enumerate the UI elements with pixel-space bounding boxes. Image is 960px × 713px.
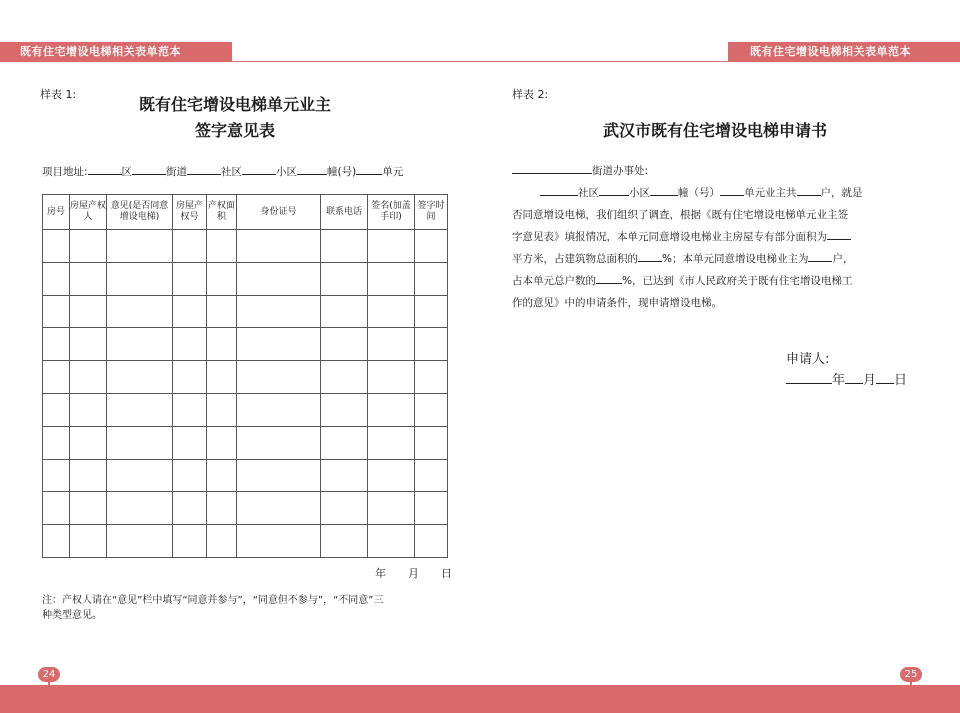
address-label: 项目地址: [42, 166, 88, 178]
note-line-1: 注：产权人请在“意见”栏中填写“同意并参与”，“同意但不参与”，“不同意”三 [42, 595, 384, 606]
table-cell[interactable] [321, 328, 368, 361]
p1-community-blank[interactable] [540, 184, 578, 196]
form-title-line2: 签字意见表 [194, 121, 275, 140]
table-cell[interactable] [207, 426, 237, 459]
table-row [43, 492, 448, 525]
table-cell[interactable] [237, 262, 321, 295]
left-date-month: 月 [408, 567, 419, 580]
table-cell[interactable] [237, 393, 321, 426]
p4a-text: 平方米，占建筑物总面积的 [512, 253, 638, 265]
p5a-text: 占本单元总户数的 [512, 275, 596, 287]
table-cell[interactable] [415, 361, 448, 394]
page-number-right [900, 667, 922, 682]
table-cell[interactable] [173, 459, 207, 492]
table-cell[interactable] [70, 525, 107, 558]
table-cell[interactable] [237, 230, 321, 263]
table-cell[interactable] [107, 492, 173, 525]
right-day-blank[interactable] [876, 369, 894, 384]
table-cell[interactable] [415, 459, 448, 492]
table-cell[interactable] [173, 328, 207, 361]
table-cell[interactable] [321, 295, 368, 328]
col-sign-time: 签字时间 [415, 195, 448, 230]
table-body [43, 230, 448, 558]
table-cell[interactable] [70, 492, 107, 525]
p1-households-blank[interactable] [797, 184, 821, 196]
office-blank[interactable] [512, 162, 592, 174]
table-cell[interactable] [321, 393, 368, 426]
table-cell[interactable] [173, 361, 207, 394]
p1-estate: 小区 [629, 187, 650, 199]
p5b-text: %，已达到《市人民政府关于既有住宅增设电梯工 [622, 275, 853, 287]
table-row [43, 328, 448, 361]
col-phone: 联系电话 [321, 195, 368, 230]
table-row [43, 262, 448, 295]
table-cell[interactable] [107, 361, 173, 394]
table-cell[interactable] [368, 393, 415, 426]
right-month-blank[interactable] [845, 369, 863, 384]
table-cell[interactable] [368, 295, 415, 328]
table-cell[interactable] [70, 361, 107, 394]
table-cell[interactable] [107, 262, 173, 295]
table-row [43, 361, 448, 394]
community-blank[interactable] [187, 163, 221, 175]
table-cell[interactable] [207, 393, 237, 426]
table-row [43, 525, 448, 558]
table-cell[interactable] [107, 459, 173, 492]
p1-unit-owners: 单元业主共 [744, 187, 797, 199]
p1-households: 户，就是 [820, 187, 863, 199]
para-line-2: 否同意增设电梯，我们组织了调查，根据《既有住宅增设电梯单元业主签 [512, 209, 848, 221]
table-cell[interactable] [237, 492, 321, 525]
table-cell[interactable] [237, 459, 321, 492]
table-cell[interactable] [207, 295, 237, 328]
header-rule-left [232, 61, 480, 62]
building-label: 幢(号) [327, 166, 357, 178]
table-cell[interactable] [70, 262, 107, 295]
table-cell[interactable] [107, 295, 173, 328]
table-cell[interactable] [207, 525, 237, 558]
table-cell[interactable] [173, 295, 207, 328]
para-line-6: 作的意见》中的申请条件，现申请增设电梯。 [512, 297, 722, 309]
table-cell[interactable] [368, 328, 415, 361]
right-year-blank[interactable] [786, 369, 832, 384]
p3-text: 字意见表》填报情况，本单元同意增设电梯业主房屋专有部分面积为 [512, 231, 827, 243]
para-line-4 [512, 248, 853, 270]
table-cell[interactable] [43, 393, 70, 426]
sample-label-2: 样表 2: [512, 88, 549, 101]
table-cell[interactable] [173, 393, 207, 426]
header-banner-right [728, 42, 960, 62]
table-cell[interactable] [368, 459, 415, 492]
table-cell[interactable] [415, 262, 448, 295]
street-blank[interactable] [132, 163, 166, 175]
table-cell[interactable] [107, 525, 173, 558]
p3-area-blank[interactable] [827, 228, 851, 240]
table-cell[interactable] [321, 361, 368, 394]
table-cell[interactable] [70, 393, 107, 426]
table-cell[interactable] [237, 328, 321, 361]
project-address-line [42, 163, 403, 179]
estate-label: 小区 [276, 166, 298, 178]
table-cell[interactable] [321, 262, 368, 295]
page-number-right-text: 25 [904, 669, 918, 680]
col-owner: 房屋产权人 [70, 195, 107, 230]
table-cell[interactable] [415, 393, 448, 426]
table-cell[interactable] [321, 492, 368, 525]
table-cell[interactable] [321, 459, 368, 492]
table-cell[interactable] [415, 492, 448, 525]
col-property-no: 房屋产权号 [173, 195, 207, 230]
right-date-month: 月 [863, 373, 877, 388]
p4c-text: 户， [832, 253, 854, 265]
p1-unit-blank[interactable] [720, 184, 744, 196]
p1-community: 社区 [578, 187, 599, 199]
table-header-row [43, 195, 448, 230]
table-cell[interactable] [43, 262, 70, 295]
street-label: 街道 [166, 166, 188, 178]
unit-blank[interactable] [356, 163, 382, 175]
unit-label: 单元 [382, 166, 404, 178]
table-row [43, 426, 448, 459]
applicant-label: 申请人: [786, 352, 830, 367]
table-cell[interactable] [207, 262, 237, 295]
table-cell[interactable] [70, 328, 107, 361]
table-cell[interactable] [173, 230, 207, 263]
table-cell[interactable] [70, 295, 107, 328]
table-cell[interactable] [43, 230, 70, 263]
table-cell[interactable] [415, 328, 448, 361]
p1-estate-blank[interactable] [599, 184, 629, 196]
table-cell[interactable] [207, 230, 237, 263]
header-rule-right [480, 61, 728, 62]
page-number-left-text: 24 [42, 669, 56, 680]
para-line-5 [512, 270, 852, 292]
table-cell[interactable] [368, 426, 415, 459]
table-cell[interactable] [368, 492, 415, 525]
header-banner-left [0, 42, 232, 62]
note-line-2: 种类型意见。 [42, 610, 102, 621]
table-cell[interactable] [173, 525, 207, 558]
left-date-year: 年 [375, 567, 386, 580]
right-date-line [786, 369, 907, 388]
table-row [43, 230, 448, 263]
table-cell[interactable] [43, 328, 70, 361]
col-opinion: 意见(是否同意增设电梯) [107, 195, 173, 230]
p5-percent-blank[interactable] [596, 272, 622, 284]
table-cell[interactable] [368, 361, 415, 394]
table-cell[interactable] [107, 230, 173, 263]
table-cell[interactable] [321, 525, 368, 558]
table-cell[interactable] [207, 459, 237, 492]
para-line-3 [512, 226, 851, 248]
office-line [512, 160, 648, 182]
table-cell[interactable] [368, 262, 415, 295]
table-cell[interactable] [107, 328, 173, 361]
col-signature: 签名(加盖手印) [368, 195, 415, 230]
form-title-line1: 既有住宅增设电梯单元业主 [138, 95, 331, 114]
table-cell[interactable] [415, 525, 448, 558]
table-row [43, 295, 448, 328]
header-title-left: 既有住宅增设电梯相关表单范本 [20, 45, 181, 58]
table-cell[interactable] [237, 361, 321, 394]
col-room-no: 房号 [43, 195, 70, 230]
table-row [43, 393, 448, 426]
table-cell[interactable] [43, 426, 70, 459]
left-date-line [375, 565, 452, 581]
table-cell[interactable] [43, 492, 70, 525]
table-cell[interactable] [207, 361, 237, 394]
table-cell[interactable] [237, 295, 321, 328]
table-cell[interactable] [43, 459, 70, 492]
table-cell[interactable] [415, 426, 448, 459]
p1-building-blank[interactable] [650, 184, 678, 196]
right-date-year: 年 [832, 373, 846, 388]
p4b-text: %；本单元同意增设电梯业主为 [662, 253, 809, 265]
table-cell[interactable] [237, 426, 321, 459]
right-date-day: 日 [894, 373, 908, 388]
table-cell[interactable] [237, 525, 321, 558]
community-label: 社区 [221, 166, 243, 178]
p4-households-blank[interactable] [808, 250, 832, 262]
footer-bar [0, 685, 960, 713]
table-row [43, 459, 448, 492]
table-cell[interactable] [107, 393, 173, 426]
table-cell[interactable] [321, 426, 368, 459]
application-title: 武汉市既有住宅增设电梯申请书 [602, 121, 827, 140]
table-cell[interactable] [415, 295, 448, 328]
para-line-1 [512, 182, 863, 204]
table-cell[interactable] [415, 230, 448, 263]
district-blank[interactable] [88, 163, 122, 175]
district-label: 区 [121, 166, 133, 178]
table-cell[interactable] [173, 262, 207, 295]
office-label: 街道办事处: [592, 165, 649, 177]
p4-percent-blank[interactable] [638, 250, 662, 262]
table-cell[interactable] [368, 525, 415, 558]
table-cell[interactable] [173, 426, 207, 459]
table-cell[interactable] [70, 230, 107, 263]
p1-building: 幢（号） [678, 187, 720, 199]
table-cell[interactable] [321, 230, 368, 263]
table-cell[interactable] [43, 295, 70, 328]
col-id-number: 身份证号 [237, 195, 321, 230]
table-cell[interactable] [368, 230, 415, 263]
table-cell[interactable] [173, 492, 207, 525]
sample-label-1: 样表 1: [40, 88, 77, 101]
estate-blank[interactable] [242, 163, 276, 175]
table-cell[interactable] [70, 426, 107, 459]
table-cell[interactable] [107, 426, 173, 459]
opinion-table [42, 194, 448, 558]
table-cell[interactable] [207, 328, 237, 361]
header-title-right: 既有住宅增设电梯相关表单范本 [750, 45, 911, 58]
table-cell[interactable] [43, 525, 70, 558]
table-cell[interactable] [70, 459, 107, 492]
col-area: 产权面积 [207, 195, 237, 230]
page-number-left [38, 667, 60, 682]
table-cell[interactable] [43, 361, 70, 394]
building-blank[interactable] [297, 163, 327, 175]
table-cell[interactable] [207, 492, 237, 525]
left-date-day: 日 [441, 567, 452, 580]
